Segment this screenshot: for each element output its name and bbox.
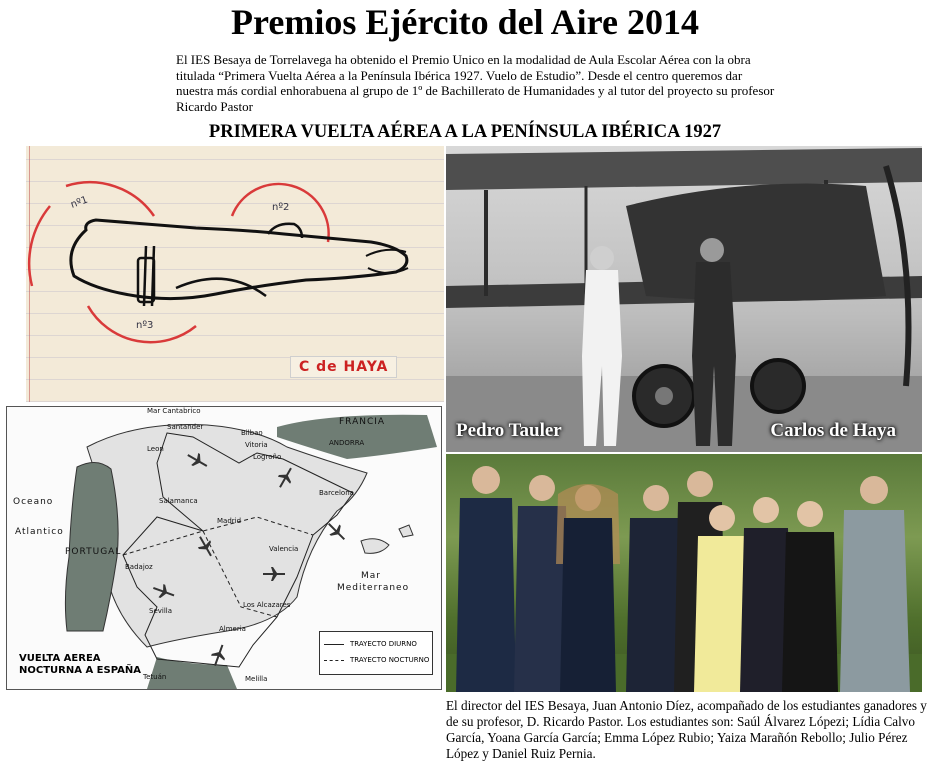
biplane-illustration	[446, 146, 922, 452]
pilots-photo	[446, 146, 922, 452]
map-mediterraneo-label: Mediterraneo	[337, 583, 410, 593]
map-caption-line1: VUELTA AEREA	[19, 653, 101, 664]
map-city-vitoria: Vitoria	[245, 441, 268, 449]
map-city-logrono: Logroño	[253, 453, 282, 461]
map-legend	[319, 631, 433, 675]
legend-night-line	[324, 660, 344, 661]
map-city-salamanca: Salamanca	[159, 497, 198, 505]
route-map	[6, 406, 442, 690]
sketch-label-1: nº1	[69, 194, 90, 211]
haya-signature: C de HAYA	[290, 356, 397, 378]
map-city-badajoz: Badajoz	[125, 563, 153, 571]
map-city-valencia: Valencia	[269, 545, 299, 553]
caption-carlos-de-haya: Carlos de Haya	[770, 420, 896, 441]
map-city-barcelona: Barcelona	[319, 489, 354, 497]
map-city-bilbao: Bilbao	[241, 429, 263, 437]
caption-pedro-tauler: Pedro Tauler	[456, 420, 562, 441]
map-country-francia: FRANCIA	[339, 417, 386, 427]
map-mar-label: Mar	[361, 571, 381, 581]
map-city-melilla: Melilla	[245, 675, 268, 683]
map-ocean-label: Oceano	[13, 497, 54, 507]
person-figures	[456, 466, 910, 692]
map-atlantic-label: Atlantico	[15, 527, 64, 537]
legend-day-label: TRAYECTO DIURNO	[350, 640, 417, 648]
map-city-almeria: Almeria	[219, 625, 246, 633]
sketch-label-2: nº2	[272, 202, 290, 213]
airplane-sketch-image	[26, 146, 444, 402]
map-city-leon: Leon	[147, 445, 164, 453]
sketch-label-3: nº3	[136, 320, 154, 331]
map-caption	[19, 653, 141, 677]
legend-night-label: TRAYECTO NOCTURNO	[350, 656, 430, 664]
legend-day-row	[324, 640, 417, 648]
map-city-sevilla: Sevilla	[149, 607, 173, 615]
group-photo-caption: El director del IES Besaya, Juan Antonio Díez, acompañado de los estudiantes ganadores y de su profesor, D. Ricardo Pastor. Los estudiantes son: Saúl Álvarez Lópezi; Lídia Calvo García, Yoana García García; Emma López Rubio; Yaiza Marañón Rebollo; Julio Pérez López y Daniel Ruiz Pernia.	[446, 698, 927, 761]
legend-night-row	[324, 656, 429, 664]
page-title: Premios Ejército del Aire 2014	[231, 2, 699, 42]
map-sea-cantabrico: Mar Cantabrico	[147, 407, 201, 415]
group-photo-illustration	[446, 454, 922, 692]
map-city-madrid: Madrid	[217, 517, 242, 525]
map-country-andorra: ANDORRA	[329, 439, 365, 447]
legend-day-line	[324, 644, 344, 645]
section-subtitle: PRIMERA VUELTA AÉREA A LA PENÍNSULA IBÉRICA 1927	[208, 122, 722, 142]
map-city-los-alcazares: Los Alcazares	[243, 601, 291, 609]
map-country-portugal: PORTUGAL	[65, 547, 122, 557]
map-city-tetuan: Tetuán	[143, 673, 167, 681]
group-photo	[446, 454, 922, 692]
intro-paragraph: El IES Besaya de Torrelavega ha obtenido el Premio Unico en la modalidad de Aula Escolar Aérea con la obra titulada “Primera Vuelta Aérea a la Península Ibérica 1927. Vuelo de Estudio”. Desde el centro queremos dar nuestra más cordial enhorabuena al grupo de 1º de Bachillerato de Humanidades y al tutor del proyecto su profesor Ricardo Pastor	[176, 52, 775, 114]
map-city-santander: Santander	[167, 423, 204, 431]
map-caption-line2: NOCTURNA A ESPAÑA	[19, 665, 141, 676]
